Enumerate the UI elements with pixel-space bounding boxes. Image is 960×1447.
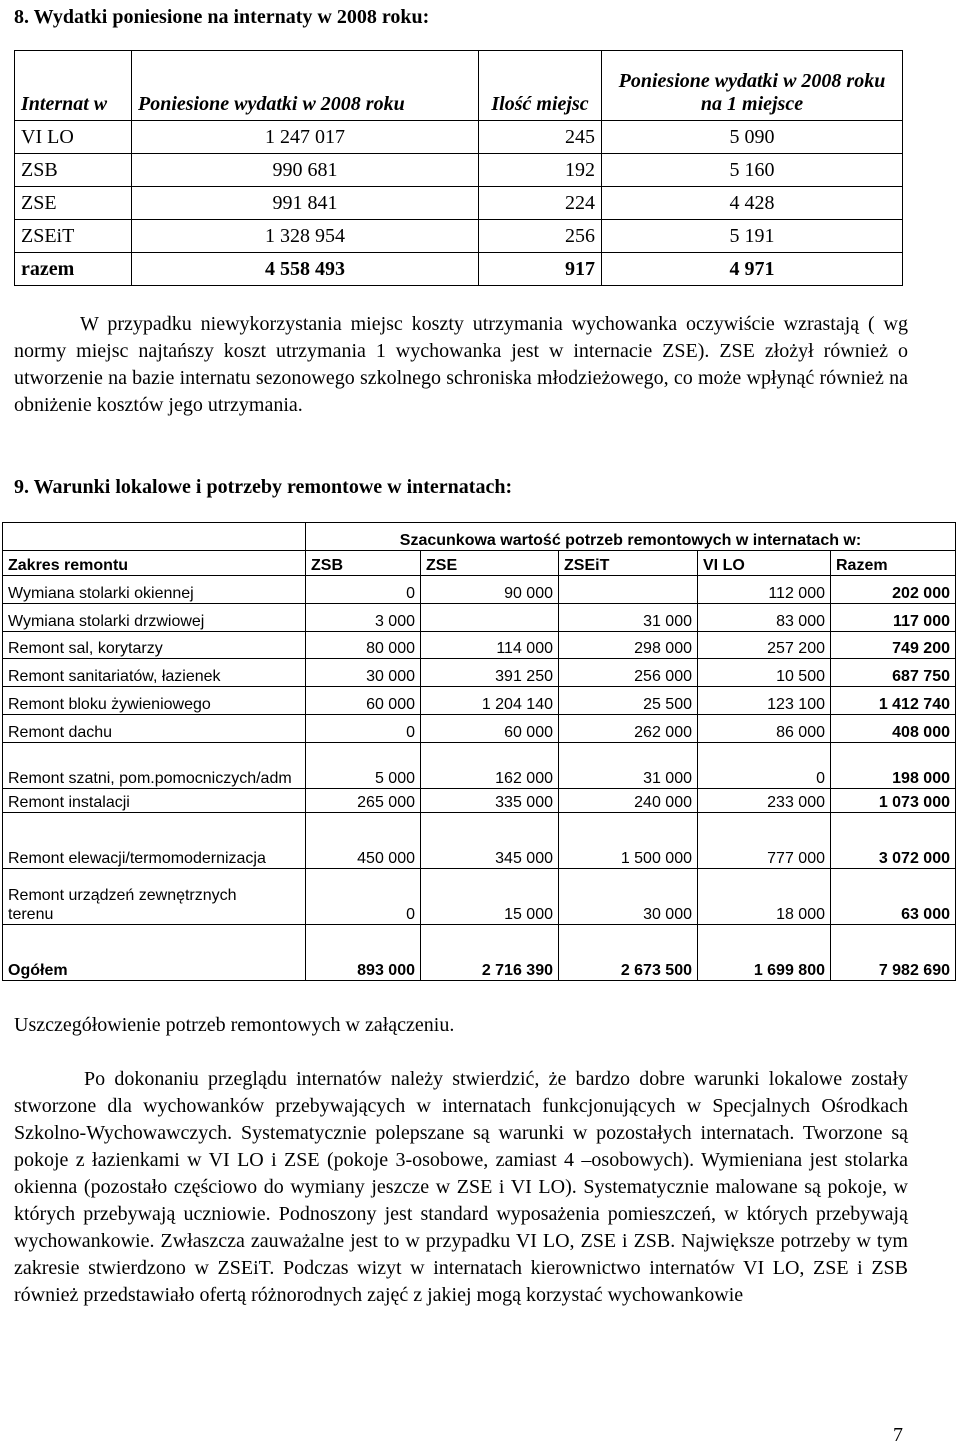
vilo-value: 233 000: [698, 789, 831, 813]
scope: Wymiana stolarki okiennej: [3, 576, 306, 604]
col-header-zseit: ZSEiT: [559, 551, 698, 576]
places-value: 192: [479, 154, 602, 187]
zsb-value: 5 000: [306, 743, 421, 789]
zseit-value: 30 000: [559, 869, 698, 925]
razem-value: 749 200: [831, 632, 956, 659]
total-per-place: 4 971: [602, 253, 903, 286]
section-9-heading: 9. Warunki lokalowe i potrzeby remontowe w internatach:: [14, 476, 513, 498]
scope: Remont urządzeń zewnętrznych terenu: [3, 869, 306, 925]
table-row: [3, 789, 956, 813]
page-number: 7: [893, 1424, 903, 1446]
internat-name: ZSE: [15, 187, 132, 220]
zse-value: 114 000: [421, 632, 559, 659]
razem-value: 408 000: [831, 715, 956, 743]
zseit-value: 31 000: [559, 604, 698, 632]
renovation-table-title-row: [3, 523, 956, 551]
internat-name: ZSB: [15, 154, 132, 187]
zse-value: [421, 604, 559, 632]
per-place-value: 4 428: [602, 187, 903, 220]
vilo-value: 0: [698, 743, 831, 789]
table-row: [3, 576, 956, 604]
col-header-razem: Razem: [831, 551, 956, 576]
per-place-value: 5 160: [602, 154, 903, 187]
expenses-table-header: [15, 51, 903, 121]
zse-value: 15 000: [421, 869, 559, 925]
col-header-per-place: Poniesione wydatki w 2008 roku na 1 miejsce: [602, 51, 903, 121]
table-row: [3, 604, 956, 632]
table-row: [3, 687, 956, 715]
zse-value: 1 204 140: [421, 687, 559, 715]
expenses-value: 990 681: [132, 154, 479, 187]
table-row: [3, 632, 956, 659]
col-header-places: Ilość miejsc: [479, 51, 602, 121]
zseit-value: 256 000: [559, 659, 698, 687]
total-razem: 7 982 690: [831, 925, 956, 981]
table-row: [3, 813, 956, 869]
zse-value: 162 000: [421, 743, 559, 789]
table-total-row: [15, 253, 903, 286]
zsb-value: 0: [306, 576, 421, 604]
scope: Remont instalacji: [3, 789, 306, 813]
table-row: [15, 121, 903, 154]
table-row: [15, 187, 903, 220]
vilo-value: 257 200: [698, 632, 831, 659]
vilo-value: 86 000: [698, 715, 831, 743]
total-label: Ogółem: [3, 925, 306, 981]
col-header-zse: ZSE: [421, 551, 559, 576]
zsb-value: 80 000: [306, 632, 421, 659]
razem-value: 1 412 740: [831, 687, 956, 715]
scope: Remont elewacji/termomodernizacja: [3, 813, 306, 869]
scope: Remont sal, korytarzy: [3, 632, 306, 659]
zseit-value: 1 500 000: [559, 813, 698, 869]
zsb-value: 450 000: [306, 813, 421, 869]
scope: Remont szatni, pom.pomocniczych/adm: [3, 743, 306, 789]
zse-value: 335 000: [421, 789, 559, 813]
table-total-row: [3, 925, 956, 981]
scope: Remont sanitariatów, łazienek: [3, 659, 306, 687]
zseit-value: 25 500: [559, 687, 698, 715]
zseit-value: 298 000: [559, 632, 698, 659]
renovation-table-header: [3, 551, 956, 576]
renovation-table: [2, 522, 956, 981]
total-places: 917: [479, 253, 602, 286]
expenses-value: 1 247 017: [132, 121, 479, 154]
expenses-value: 991 841: [132, 187, 479, 220]
per-place-value: 5 090: [602, 121, 903, 154]
vilo-value: 777 000: [698, 813, 831, 869]
table-row: [15, 220, 903, 253]
vilo-value: 10 500: [698, 659, 831, 687]
table-row: [3, 743, 956, 789]
zseit-value: 31 000: [559, 743, 698, 789]
col-header-expenses: Poniesione wydatki w 2008 roku: [132, 51, 479, 121]
section-8-paragraph: W przypadku niewykorzystania miejsc koszty utrzymania wychowanka oczywiście wzrastają ( wg normy miejsc najtańszy koszt utrzymania 1 wychowanka jest w internacie ZSE). ZSE złożył również o utworzenie na bazie internatu sezonowego szkolnego schroniska młodzieżowego, co może wpłynąć również na obniżenie kosztów jego utrzymania.: [14, 313, 908, 416]
razem-value: 198 000: [831, 743, 956, 789]
expenses-table: [14, 50, 903, 286]
table-row: [3, 659, 956, 687]
zseit-value: 262 000: [559, 715, 698, 743]
razem-value: 3 072 000: [831, 813, 956, 869]
zsb-value: 265 000: [306, 789, 421, 813]
table-row: [3, 715, 956, 743]
section-8-heading: 8. Wydatki poniesione na internaty w 2008 roku:: [14, 6, 430, 28]
scope: Remont bloku żywieniowego: [3, 687, 306, 715]
total-zseit: 2 673 500: [559, 925, 698, 981]
scope: Remont dachu: [3, 715, 306, 743]
zsb-value: 0: [306, 869, 421, 925]
col-header-internat: Internat w: [15, 51, 132, 121]
zse-value: 391 250: [421, 659, 559, 687]
col-header-zsb: ZSB: [306, 551, 421, 576]
attachment-note: Uszczegółowienie potrzeb remontowych w załączeniu.: [14, 1014, 455, 1036]
section-9-paragraph: Po dokonaniu przeglądu internatów należy stwierdzić, że bardzo dobre warunki lokalowe zostały stworzone dla wychowanków przebywających w internatach funkcjonujących w Specjalnych Ośrodkach Szkolno-Wychowawczych. Systematycznie polepszane są warunki w pozostałych internatach. Tworzone są pokoje z łazienkami w VI LO i ZSE (pokoje 3-osobowe, zamiast 4 –osobowych). Wymieniana jest stolarka okienna (pozostało częściowo do wymiany jeszcze w ZSE i VI LO). Systematycznie malowane są pokoje, w których przebywają uczniowie. Podnoszony jest standard wyposażenia pomieszczeń, w których przebywają wychowankowie. Zwłaszcza zauważalne jest to w przypadku VI LO, ZSE i ZSB. Największe potrzeby w tym zakresie stwierdzono w ZSEiT. Podczas wizyt w internatach kierownictwo internatów VI LO, ZSE i ZSB również przedstawiało ofertą różnorodnych zajęć z jakiej mogą korzystać wychowankowie: [14, 1068, 908, 1306]
total-vilo: 1 699 800: [698, 925, 831, 981]
razem-value: 117 000: [831, 604, 956, 632]
vilo-value: 83 000: [698, 604, 831, 632]
razem-value: 63 000: [831, 869, 956, 925]
total-expenses: 4 558 493: [132, 253, 479, 286]
table-row: [3, 869, 956, 925]
zsb-value: 3 000: [306, 604, 421, 632]
per-place-value: 5 191: [602, 220, 903, 253]
total-zse: 2 716 390: [421, 925, 559, 981]
vilo-value: 112 000: [698, 576, 831, 604]
expenses-value: 1 328 954: [132, 220, 479, 253]
renovation-table-title: Szacunkowa wartość potrzeb remontowych w internatach w:: [306, 523, 956, 551]
zse-value: 60 000: [421, 715, 559, 743]
internat-name: VI LO: [15, 121, 132, 154]
scope: Wymiana stolarki drzwiowej: [3, 604, 306, 632]
zsb-value: 0: [306, 715, 421, 743]
table-row: [15, 154, 903, 187]
zseit-value: [559, 576, 698, 604]
col-header-vilo: VI LO: [698, 551, 831, 576]
zsb-value: 60 000: [306, 687, 421, 715]
col-header-scope: Zakres remontu: [3, 551, 306, 576]
razem-value: 202 000: [831, 576, 956, 604]
internat-name: ZSEiT: [15, 220, 132, 253]
places-value: 256: [479, 220, 602, 253]
razem-value: 1 073 000: [831, 789, 956, 813]
zse-value: 90 000: [421, 576, 559, 604]
zse-value: 345 000: [421, 813, 559, 869]
total-zsb: 893 000: [306, 925, 421, 981]
vilo-value: 18 000: [698, 869, 831, 925]
zseit-value: 240 000: [559, 789, 698, 813]
places-value: 224: [479, 187, 602, 220]
title-spacer: [3, 523, 306, 551]
total-label: razem: [15, 253, 132, 286]
places-value: 245: [479, 121, 602, 154]
zsb-value: 30 000: [306, 659, 421, 687]
vilo-value: 123 100: [698, 687, 831, 715]
razem-value: 687 750: [831, 659, 956, 687]
